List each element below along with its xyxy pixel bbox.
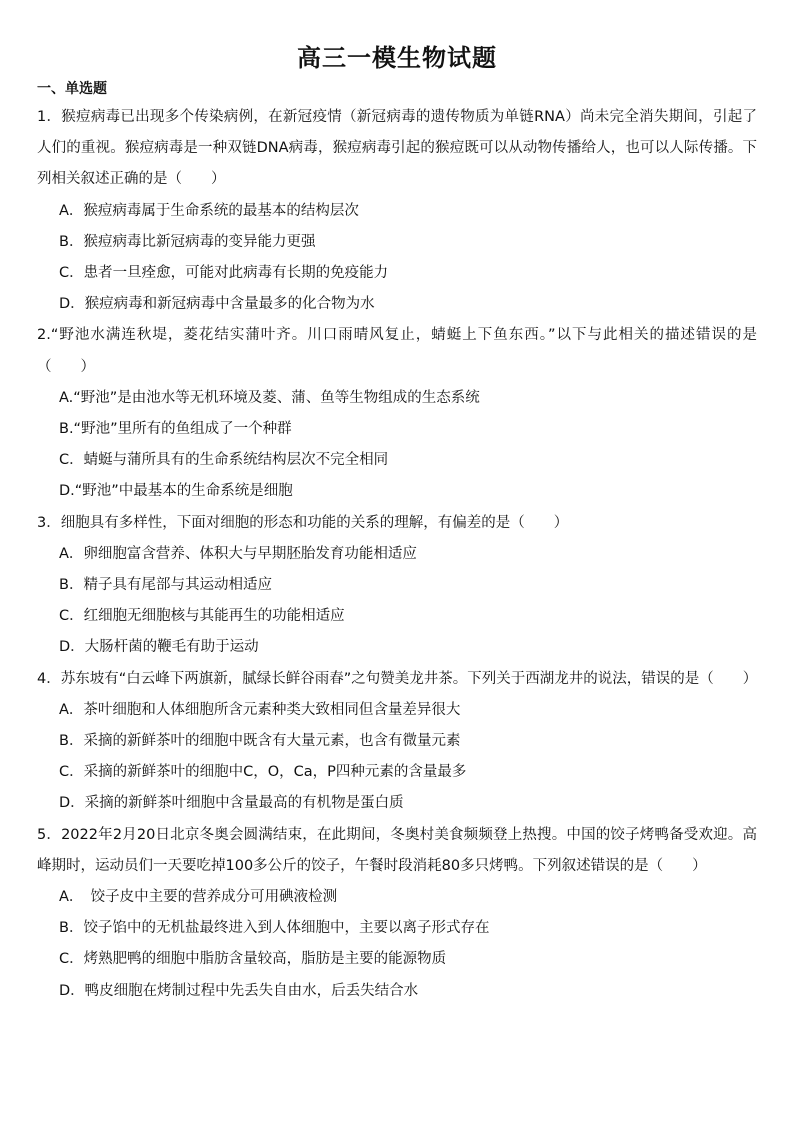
option-c: C．患者一旦痊愈，可能对此病毒有长期的免疫能力	[59, 265, 389, 282]
option-a: A.“野池”是由池水等无机环境及菱、蒲、鱼等生物组成的生态系统	[59, 389, 480, 406]
question-stem: 5．2022年2月20日北京冬奥会圆满结束，在此期间，冬奥村美食频频登上热搜。中国的饺子烤鸭备受欢迎。高峰期时，运动员们一天要吃掉100多公斤的饺子，午餐时段消耗80多只烤鸭。下列叙述错误的是（ ）	[37, 826, 757, 874]
option-a: A．卵细胞富含营养、体积大与早期胚胎发育功能相适应	[59, 545, 417, 562]
question-stem: 1．猴痘病毒已出现多个传染病例，在新冠疫情（新冠病毒的遗传物质为单链RNA）尚未完全消失期间，引起了人们的重视。猴痘病毒是一种双链DNA病毒，猴痘病毒引起的猴痘既可以从动物传播给人，也可以人际传播。下列相关叙述正确的是（ ）	[37, 109, 757, 188]
question-4	[37, 664, 757, 820]
question-5	[37, 820, 757, 1007]
option-b: B．精子具有尾部与其运动相适应	[59, 577, 272, 594]
option-d: D．鸭皮细胞在烤制过程中先丢失自由水，后丢失结合水	[59, 982, 419, 999]
option-a: A． 饺子皮中主要的营养成分可用碘液检测	[59, 889, 338, 906]
option-b: B.“野池”里所有的鱼组成了一个种群	[59, 421, 292, 438]
option-a: A．猴痘病毒属于生命系统的最基本的结构层次	[59, 202, 359, 219]
option-c: C．采摘的新鲜茶叶的细胞中C，O，Ca，P四种元素的含量最多	[59, 764, 467, 781]
option-d: D．采摘的新鲜茶叶细胞中含量最高的有机物是蛋白质	[59, 795, 404, 812]
question-3	[37, 508, 757, 664]
option-a: A．茶叶细胞和人体细胞所含元素种类大致相同但含量差异很大	[59, 701, 461, 718]
question-2	[37, 320, 757, 507]
question-stem: 4．苏东坡有“白云峰下两旗新，腻绿长鲜谷雨春”之句赞美龙井茶。下列关于西湖龙井的说法，错误的是（ ）	[37, 670, 758, 687]
page-title: 高三一模生物试题	[297, 44, 497, 72]
option-c: C．烤熟肥鸭的细胞中脂肪含量较高，脂肪是主要的能源物质	[59, 951, 447, 968]
question-stem: 2.“野池水满连秋堤，菱花结实蒲叶齐。川口雨晴风复止，蜻蜓上下鱼东西。”以下与此相关的描述错误的是（ ）	[37, 327, 757, 375]
section-heading: 一、单选题	[37, 81, 107, 97]
question-1	[37, 102, 757, 320]
option-d: D.“野池”中最基本的生命系统是细胞	[59, 483, 293, 500]
option-b: B．采摘的新鲜茶叶的细胞中既含有大量元素，也含有微量元素	[59, 733, 461, 750]
option-c: C．红细胞无细胞核与其能再生的功能相适应	[59, 608, 345, 625]
question-stem: 3．细胞具有多样性，下面对细胞的形态和功能的关系的理解，有偏差的是（ ）	[37, 514, 569, 531]
option-d: D．大肠杆菌的鞭毛有助于运动	[59, 639, 259, 656]
question-list	[37, 102, 757, 1007]
option-b: B．猴痘病毒比新冠病毒的变异能力更强	[59, 233, 316, 250]
option-c: C．蜻蜓与蒲所具有的生命系统结构层次不完全相同	[59, 452, 389, 469]
option-b: B．饺子馅中的无机盐最终进入到人体细胞中，主要以离子形式存在	[59, 920, 490, 937]
option-d: D．猴痘病毒和新冠病毒中含量最多的化合物为水	[59, 296, 375, 313]
